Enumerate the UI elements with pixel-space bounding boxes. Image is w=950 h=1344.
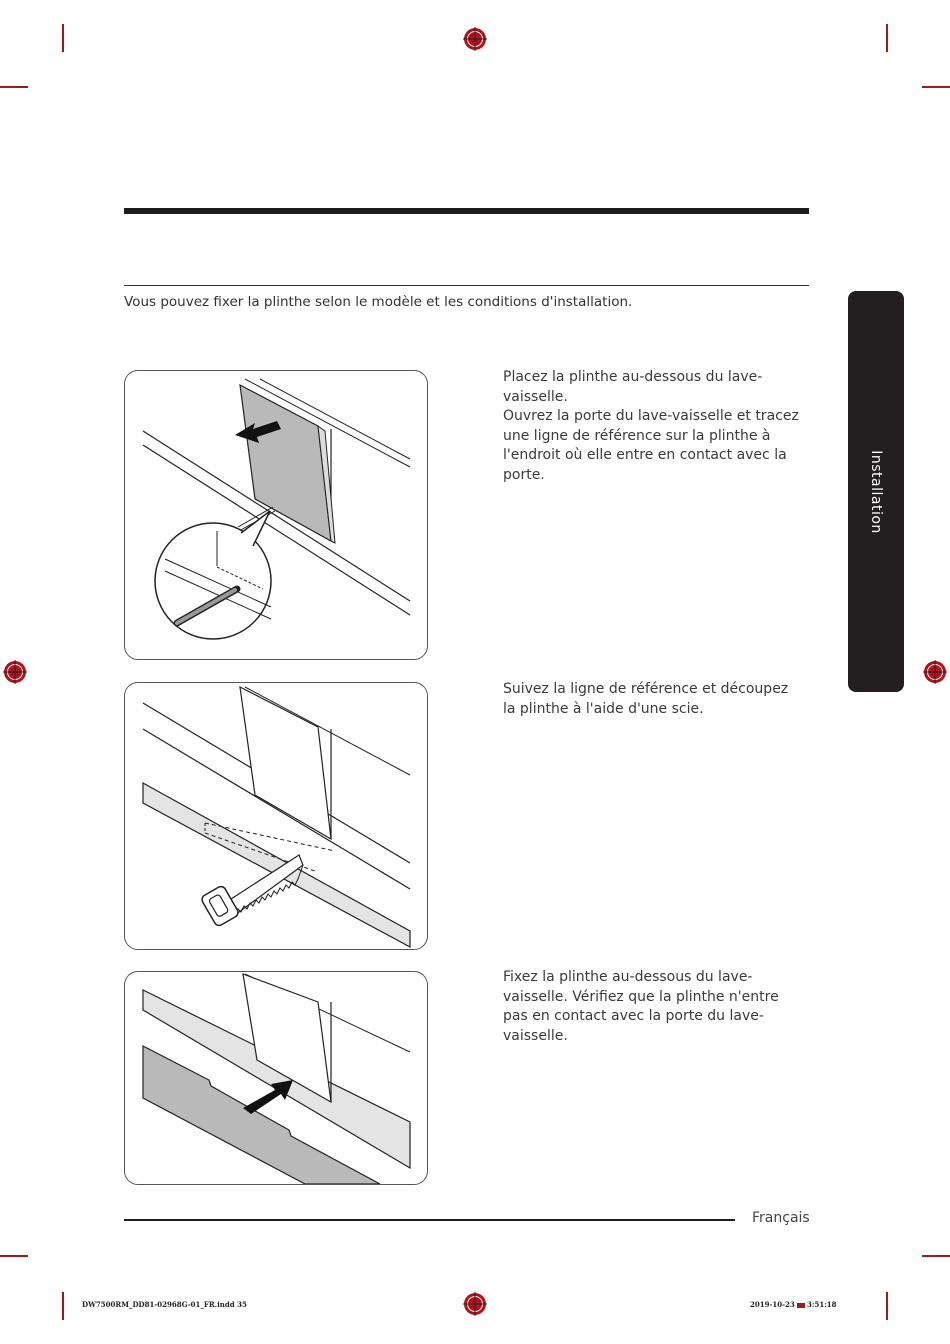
step-3-text	[503, 968, 803, 1046]
footer-rule	[124, 1219, 735, 1221]
crop-mark	[62, 24, 64, 52]
figure-step-1	[124, 370, 428, 660]
print-slug-time-wrap	[797, 1300, 837, 1309]
step-1-paragraph: Placez la plinthe au-dessous du lave-vaisselle.	[503, 369, 763, 405]
step-1-paragraph: Ouvrez la porte du lave-vaisselle et tracez une ligne de référence sur la plinthe à l'endroit où elle entre en contact avec la porte.	[503, 408, 799, 483]
color-swatch	[797, 1303, 805, 1308]
registration-mark-icon	[3, 660, 27, 684]
print-slug-date: 2019-10-23	[750, 1300, 795, 1309]
step-2-illustration	[125, 683, 427, 949]
crop-mark	[0, 1255, 28, 1257]
section-rule	[124, 208, 809, 214]
side-tab-label: Installation	[868, 449, 884, 534]
subsection-rule	[124, 285, 809, 286]
section-side-tab	[848, 291, 904, 692]
figure-step-2	[124, 682, 428, 950]
crop-mark	[922, 1255, 950, 1257]
step-2-text	[503, 680, 803, 719]
figure-step-3	[124, 971, 428, 1185]
footer-language: Français	[752, 1210, 810, 1226]
crop-mark	[886, 24, 888, 52]
print-slug-file: DW7500RM_DD81-02968G-01_FR.indd 35	[82, 1300, 247, 1309]
intro-text: Vous pouvez fixer la plinthe selon le modèle et les conditions d'installation.	[124, 294, 633, 310]
arrow-icon	[243, 1080, 293, 1114]
step-3-paragraph: Fixez la plinthe au-dessous du lave-vaisselle. Vérifiez que la plinthe n'entre pas en contact avec la porte du lave-vaisselle.	[503, 969, 779, 1044]
step-2-paragraph: Suivez la ligne de référence et découpez la plinthe à l'aide d'une scie.	[503, 681, 789, 717]
saw-icon	[200, 855, 303, 927]
registration-mark-icon	[463, 1292, 487, 1316]
crop-mark	[62, 1292, 64, 1320]
step-1-text	[503, 368, 803, 485]
crop-mark	[922, 86, 950, 88]
crop-mark	[886, 1292, 888, 1320]
step-3-illustration	[125, 972, 427, 1184]
registration-mark-icon	[463, 27, 487, 51]
step-1-illustration	[125, 371, 427, 659]
print-slug-time: 3:51:18	[807, 1300, 837, 1309]
crop-mark	[0, 86, 28, 88]
registration-mark-icon	[923, 660, 947, 684]
